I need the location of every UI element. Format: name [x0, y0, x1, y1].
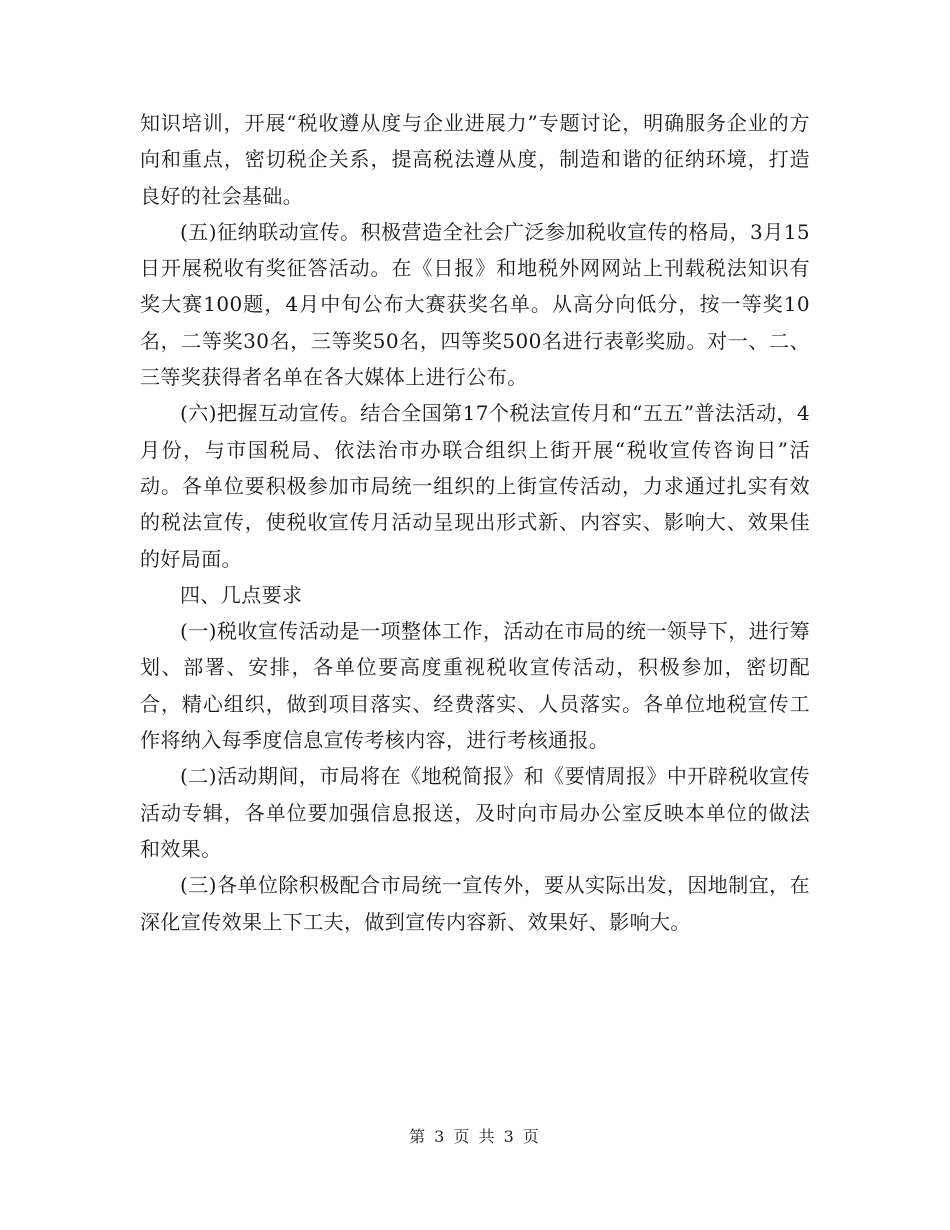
section-heading: 四、几点要求	[180, 582, 303, 607]
paragraph-continuation: 知识培训，开展“税收遵从度与企业进展力”专题讨论，明确服务企业的方向和重点，密切税企关系，提高税法遵从度，制造和谐的征纳环境，打造良好的社会基础。	[140, 111, 810, 208]
page-footer: 第 3 页 共 3 页	[409, 1127, 541, 1146]
paragraph-requirement-1: (一)税收宣传活动是一项整体工作，活动在市局的统一领导下，进行筹划、部署、安排，各单位要高度重视税收宣传活动，积极参加，密切配合，精心组织，做到项目落实、经费落实、人员落实。各单位地税宣传工作将纳入每季度信息宣传考核内容，进行考核通报。	[140, 619, 810, 753]
paragraph-item-6: (六)把握互动宣传。结合全国第17个税法宣传月和“五五”普法活动，4月份，与市国税局、依法治市办联合组织上街开展“税收宣传咨询日”活动。各单位要积极参加市局统一组织的上街宣传活动，力求通过扎实有效的税法宣传，使税收宣传月活动呈现出形式新、内容实、影响大、效果佳的好局面。	[140, 401, 810, 571]
paragraph-requirement-2: (二)活动期间，市局将在《地税简报》和《要情周报》中开辟税收宣传活动专辑，各单位要加强信息报送，及时向市局办公室反映本单位的做法和效果。	[140, 764, 810, 861]
document-body	[140, 105, 810, 940]
paragraph-item-5: (五)征纳联动宣传。积极营造全社会广泛参加税收宣传的格局，3月15日开展税收有奖征答活动。在《日报》和地税外网网站上刊载税法知识有奖大赛100题，4月中旬公布大赛获奖名单。从高分向低分，按一等奖10名，二等奖30名，三等奖50名，四等奖500名进行表彰奖励。对一、二、三等奖获得者名单在各大媒体上进行公布。	[140, 219, 810, 390]
paragraph-requirement-3: (三)各单位除积极配合市局统一宣传外，要从实际出发，因地制宜，在深化宣传效果上下工夫，做到宣传内容新、效果好、影响大。	[140, 873, 810, 934]
